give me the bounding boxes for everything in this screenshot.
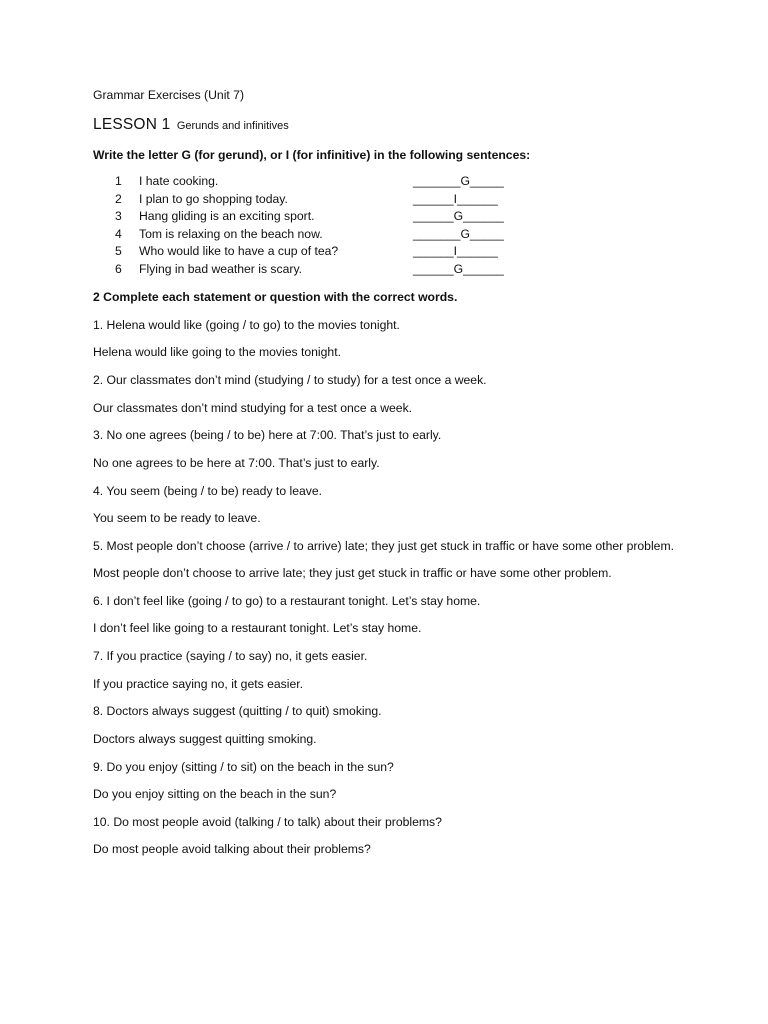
exercise-question: 7. If you practice (saying / to say) no, it gets easier. xyxy=(93,649,368,664)
exercise-question: 10. Do most people avoid (talking / to talk) about their problems? xyxy=(93,814,442,829)
list-item xyxy=(93,815,733,858)
exercise-question: 2. Our classmates don’t mind (studying / to study) for a test once a week. xyxy=(93,373,487,388)
item-answer: ______I______ xyxy=(413,244,498,258)
list-item xyxy=(93,649,733,692)
exercise-answer: Helena would like going to the movies tonight. xyxy=(93,345,341,360)
exercise-answer: No one agrees to be here at 7:00. That’s just to early. xyxy=(93,455,380,470)
item-answer: ______G______ xyxy=(413,209,504,223)
exercise-answer: You seem to be ready to leave. xyxy=(93,510,261,525)
list-item xyxy=(93,209,733,227)
exercise-answer: I don’t feel like going to a restaurant tonight. Let’s stay home. xyxy=(93,621,422,636)
exercise-question: 5. Most people don’t choose (arrive / to arrive) late; they just get stuck in traffic or have some other problem. xyxy=(93,538,674,553)
list-item xyxy=(93,428,733,471)
item-sentence: I hate cooking. xyxy=(139,174,219,188)
exercise-question: 6. I don’t feel like (going / to go) to a restaurant tonight. Let’s stay home. xyxy=(93,593,481,608)
list-item xyxy=(93,484,733,527)
item-answer: ______I______ xyxy=(413,191,498,206)
item-number: 2 xyxy=(115,191,122,206)
exercise-question: 1. Helena would like (going / to go) to the movies tonight. xyxy=(93,318,400,332)
exercise-answer: If you practice saying no, it gets easier. xyxy=(93,676,304,691)
exercise2-heading: 2 Complete each statement or question with the correct words. xyxy=(93,290,458,304)
item-answer: ______G______ xyxy=(413,261,504,276)
lesson-label: LESSON 1 xyxy=(93,116,171,133)
exercise-answer: Do most people avoid talking about their problems? xyxy=(93,842,371,857)
exercise-answer: Do you enjoy sitting on the beach in the sun? xyxy=(93,786,337,801)
exercise-answer: Our classmates don’t mind studying for a test once a week. xyxy=(93,400,413,415)
list-item xyxy=(93,192,733,210)
item-answer: _______G_____ xyxy=(413,174,504,188)
item-sentence: Flying in bad weather is scary. xyxy=(139,261,303,276)
list-item xyxy=(93,244,733,262)
item-sentence: Hang gliding is an exciting sport. xyxy=(139,209,315,223)
item-number: 4 xyxy=(115,226,122,241)
document-page xyxy=(93,0,733,1024)
list-item xyxy=(93,318,733,361)
lesson-subtitle: Gerunds and infinitives xyxy=(176,120,289,132)
item-sentence: Who would like to have a cup of tea? xyxy=(139,244,339,258)
lesson-heading xyxy=(93,116,289,134)
exercise-answer: Doctors always suggest quitting smoking. xyxy=(93,731,317,746)
exercise-question: 4. You seem (being / to be) ready to leave. xyxy=(93,483,323,498)
item-number: 1 xyxy=(115,174,122,188)
exercise-question: 9. Do you enjoy (sitting / to sit) on the beach in the sun? xyxy=(93,759,394,774)
item-sentence: Tom is relaxing on the beach now. xyxy=(139,226,323,241)
exercise-question: 3. No one agrees (being / to be) here at 7:00. That’s just to early. xyxy=(93,428,442,443)
item-answer: _______G_____ xyxy=(413,226,504,241)
list-item xyxy=(93,262,733,280)
list-item xyxy=(93,760,733,803)
item-number: 5 xyxy=(115,244,122,258)
list-item xyxy=(93,594,733,637)
document-title: Grammar Exercises (Unit 7) xyxy=(93,88,245,102)
exercise1-list xyxy=(93,174,733,279)
list-item xyxy=(93,373,733,416)
list-item xyxy=(93,704,733,747)
item-number: 3 xyxy=(115,209,122,223)
list-item xyxy=(93,539,733,582)
list-item xyxy=(93,227,733,245)
list-item xyxy=(93,174,733,192)
exercise-answer: Most people don’t choose to arrive late; they just get stuck in traffic or have some other problem. xyxy=(93,566,612,581)
item-sentence: I plan to go shopping today. xyxy=(139,191,288,206)
item-number: 6 xyxy=(115,261,122,276)
exercise1-instructions: Write the letter G (for gerund), or I (for infinitive) in the following sentences: xyxy=(93,148,531,162)
exercise2-list xyxy=(93,318,733,870)
exercise-question: 8. Doctors always suggest (quitting / to quit) smoking. xyxy=(93,704,382,719)
